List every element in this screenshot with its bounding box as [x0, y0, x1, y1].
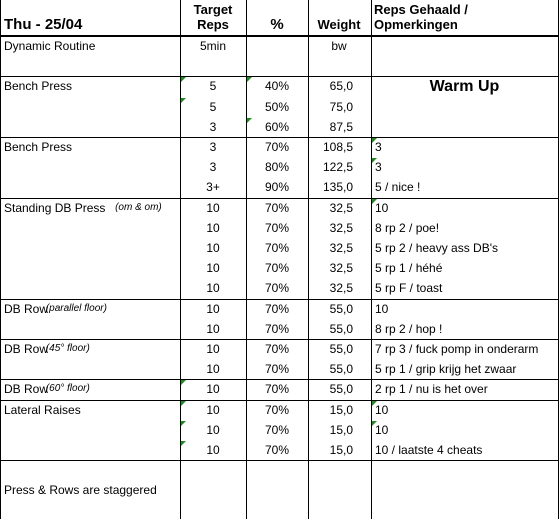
- result-cell: 10 / laatste 4 cheats: [375, 443, 483, 457]
- target-reps-cell: 3+: [206, 180, 220, 195]
- result-cell: 10: [375, 422, 389, 437]
- exercise-cell: Dynamic Routine: [4, 39, 96, 53]
- exercise-cell: Bench Press: [4, 140, 73, 154]
- percent-cell: 70%: [264, 422, 290, 437]
- result-cell: 7 rp 3 / fuck pomp in onderarm: [375, 342, 539, 356]
- group-border: [0, 339, 559, 340]
- result-cell: 10: [375, 402, 389, 417]
- weight-cell: 135,0: [322, 180, 353, 195]
- weight-cell: 55,0: [329, 301, 353, 316]
- result-cell: 8 rp 2 / poe!: [375, 220, 440, 235]
- result-cell: 5 rp F / toast: [375, 281, 443, 296]
- result-cell: 5 rp 1 / héhé: [375, 261, 443, 276]
- result-cell: 3: [375, 140, 382, 154]
- weight-cell: 108,5: [322, 140, 353, 154]
- target-reps-cell: 10: [206, 402, 220, 417]
- percent-cell: 70%: [264, 301, 290, 316]
- header-weight: Weight: [317, 17, 361, 32]
- group-border: [0, 460, 559, 461]
- target-reps-cell: 5: [209, 79, 217, 94]
- comment-marker-icon: [181, 401, 186, 406]
- percent-cell: 40%: [264, 79, 290, 94]
- comment-marker-icon: [181, 380, 186, 385]
- header-target-reps-line1: Target: [193, 2, 233, 17]
- exercise-cell: Press & Rows are staggered: [4, 483, 157, 498]
- weight-cell: 87,5: [329, 119, 353, 134]
- percent-cell: 80%: [264, 160, 290, 175]
- target-reps-cell: 3: [209, 119, 217, 134]
- weight-cell: 65,0: [329, 79, 353, 94]
- percent-cell: 70%: [264, 200, 290, 215]
- target-reps-cell: 10: [206, 241, 220, 255]
- target-reps-cell: 10: [206, 200, 220, 215]
- weight-cell: 32,5: [329, 241, 353, 255]
- weight-cell: 32,5: [329, 200, 353, 215]
- percent-cell: 70%: [264, 382, 290, 397]
- exercise-note: (60° floor): [45, 383, 90, 395]
- weight-cell: 32,5: [329, 261, 353, 276]
- target-reps-cell: 10: [206, 301, 220, 316]
- result-cell: 2 rp 1 / nu is het over: [375, 382, 488, 397]
- target-reps-cell: 10: [206, 362, 220, 377]
- percent-cell: 70%: [264, 362, 290, 377]
- weight-cell: 32,5: [329, 220, 353, 235]
- result-cell: 5 rp 1 / grip krijg het zwaar: [375, 362, 517, 377]
- comment-marker-icon: [247, 77, 252, 82]
- comment-marker-icon: [181, 77, 186, 82]
- percent-cell: 70%: [264, 220, 290, 235]
- comment-marker-icon: [181, 441, 186, 446]
- result-cell: 8 rp 2 / hop !: [375, 321, 443, 336]
- comment-marker-icon: [372, 401, 377, 406]
- weight-cell: 55,0: [329, 362, 353, 377]
- column-border: [558, 0, 559, 519]
- result-cell: 5 / nice !: [375, 180, 421, 195]
- weight-cell: 15,0: [329, 443, 353, 457]
- exercise-cell: DB Row: [4, 382, 49, 397]
- comment-marker-icon: [181, 98, 186, 103]
- percent-cell: 70%: [264, 321, 290, 336]
- exercise-cell: Bench Press: [4, 79, 73, 94]
- group-border: [0, 379, 559, 380]
- comment-marker-icon: [372, 421, 377, 426]
- weight-cell: 122,5: [322, 160, 353, 175]
- comment-marker-icon: [372, 199, 377, 204]
- result-cell: 10: [375, 200, 389, 215]
- comment-marker-icon: [372, 138, 377, 143]
- weight-cell: 55,0: [329, 321, 353, 336]
- sheet-title: Thu - 25/04: [4, 16, 83, 33]
- percent-cell: 70%: [264, 241, 290, 255]
- warm-up-label: Warm Up: [429, 78, 500, 95]
- header-percent: %: [270, 16, 284, 33]
- exercise-note: (45° floor): [45, 343, 90, 354]
- group-border: [0, 198, 559, 199]
- weight-cell: 32,5: [329, 281, 353, 296]
- weight-cell: 55,0: [329, 342, 353, 356]
- target-reps-cell: 10: [206, 220, 220, 235]
- target-reps-cell: 5min: [199, 39, 226, 53]
- exercise-cell: DB Row: [4, 301, 49, 316]
- result-cell: 3: [375, 160, 382, 175]
- target-reps-cell: 10: [206, 342, 220, 356]
- warm-up-border: [371, 137, 559, 138]
- column-border: [371, 0, 372, 519]
- percent-cell: 50%: [264, 99, 290, 114]
- percent-cell: 60%: [264, 119, 290, 134]
- exercise-cell: DB Row: [4, 342, 49, 356]
- target-reps-cell: 5: [209, 99, 217, 114]
- comment-marker-icon: [247, 118, 252, 123]
- header-reps-line2: Opmerkingen: [374, 17, 458, 32]
- weight-cell: 55,0: [329, 382, 353, 397]
- percent-cell: 70%: [264, 342, 290, 356]
- target-reps-cell: 10: [206, 443, 220, 457]
- target-reps-cell: 10: [206, 382, 220, 397]
- percent-cell: 90%: [264, 180, 290, 195]
- percent-cell: 70%: [264, 443, 290, 457]
- weight-cell: 75,0: [329, 99, 353, 114]
- target-reps-cell: 3: [209, 140, 217, 154]
- exercise-note: (om & om): [115, 201, 162, 213]
- weight-cell: bw: [331, 39, 347, 53]
- exercise-note: (parallel floor): [45, 302, 107, 314]
- target-reps-cell: 10: [206, 321, 220, 336]
- target-reps-cell: 10: [206, 281, 220, 296]
- exercise-cell: Standing DB Press: [4, 200, 106, 215]
- result-cell: 10: [375, 301, 389, 316]
- target-reps-cell: 10: [206, 261, 220, 276]
- group-border: [0, 76, 559, 77]
- comment-marker-icon: [181, 421, 186, 426]
- group-border: [0, 299, 559, 300]
- weight-cell: 15,0: [329, 402, 353, 417]
- percent-cell: 70%: [264, 402, 290, 417]
- target-reps-cell: 10: [206, 422, 220, 437]
- comment-marker-icon: [372, 158, 377, 163]
- column-border: [0, 0, 1, 519]
- percent-cell: 70%: [264, 261, 290, 276]
- percent-cell: 70%: [264, 140, 290, 154]
- percent-cell: 70%: [264, 281, 290, 296]
- header-reps-line1: Reps Gehaald /: [374, 2, 468, 17]
- exercise-cell: Lateral Raises: [4, 402, 81, 417]
- weight-cell: 15,0: [329, 422, 353, 437]
- group-border: [0, 400, 559, 401]
- result-cell: 5 rp 2 / heavy ass DB's: [375, 241, 499, 255]
- target-reps-cell: 3: [209, 160, 217, 175]
- header-target-reps-line2: Reps: [197, 17, 229, 32]
